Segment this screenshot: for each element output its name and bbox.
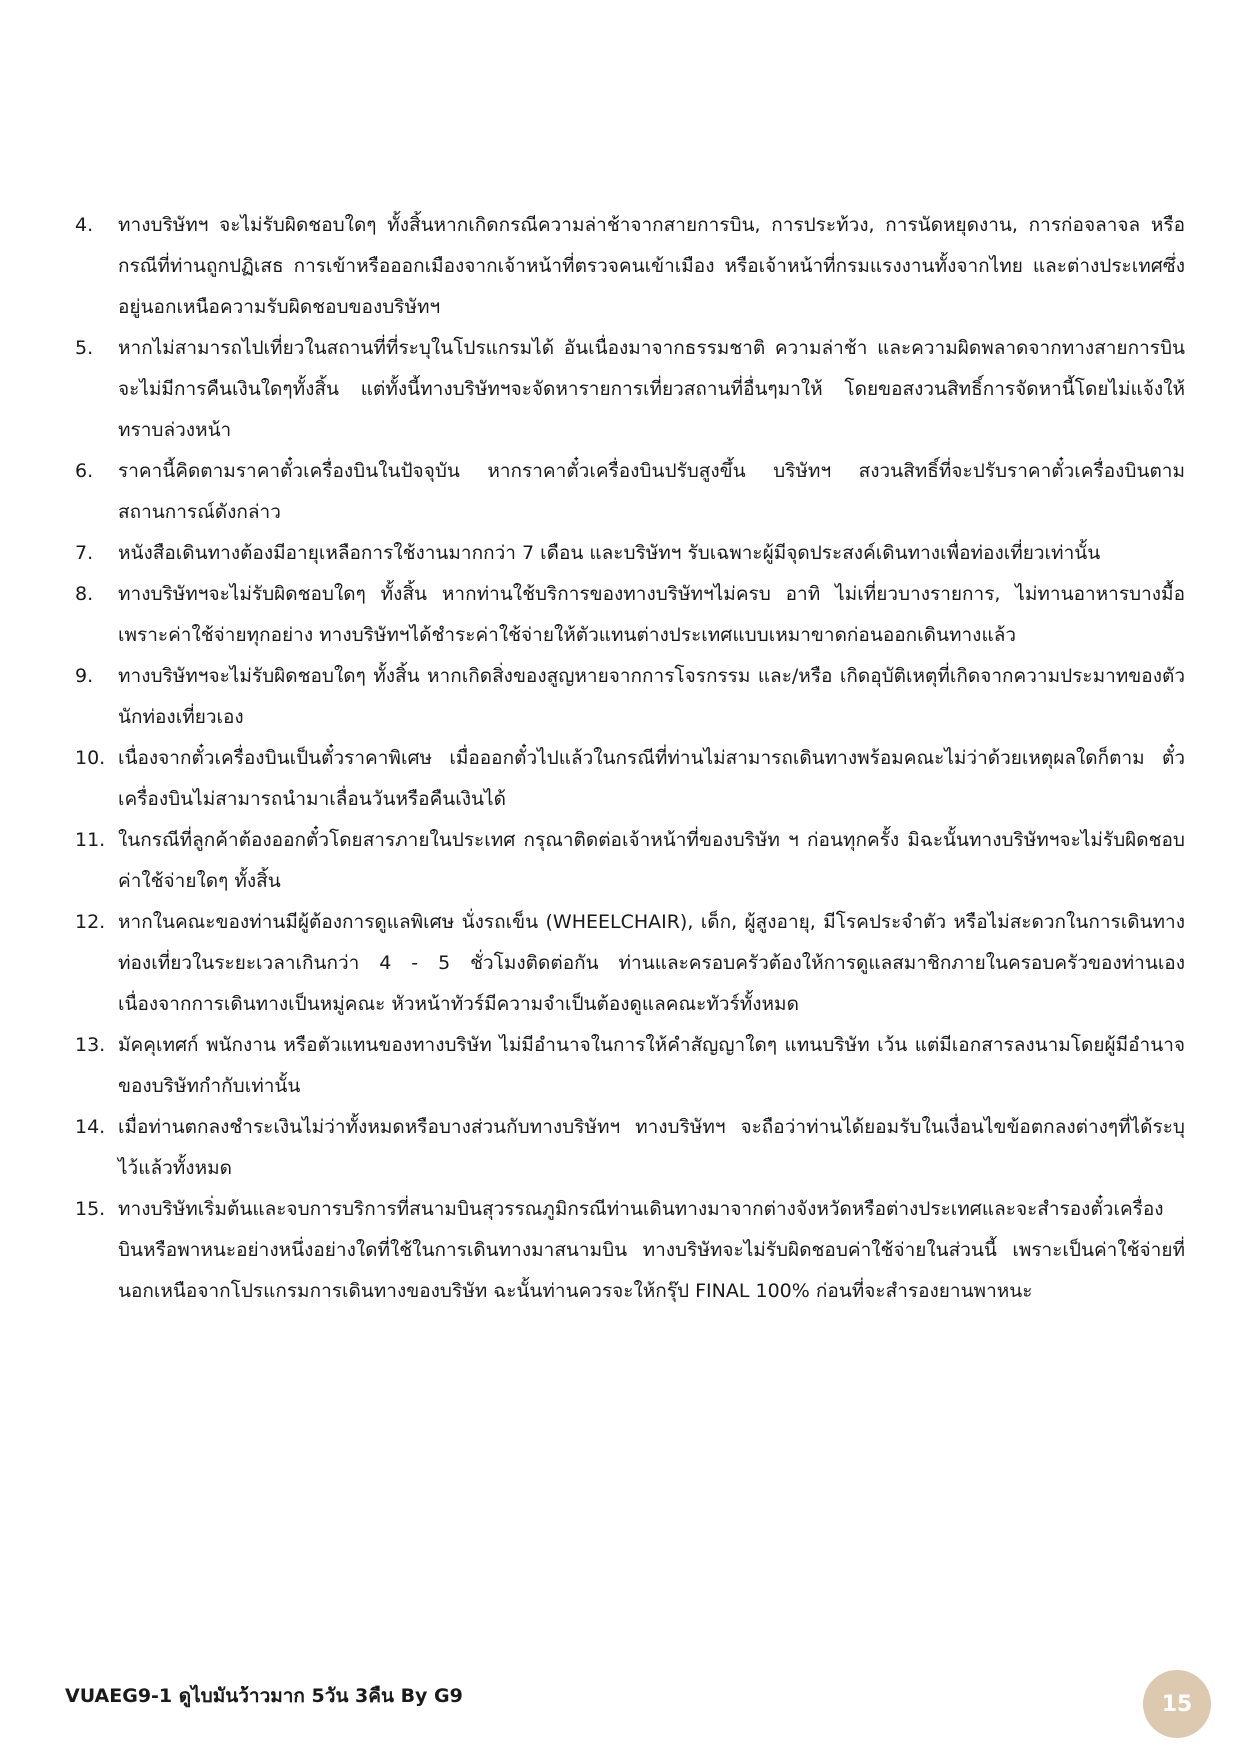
term-item-4	[75, 205, 1185, 328]
term-text: ทางบริษัทฯจะไม่รับผิดชอบใดๆ ทั้งสิ้น หากท่านใช้บริการของทางบริษัทฯไม่ครบ อาทิ ไม่เที่ยวบางรายการ, ไม่ทานอาหารบางมื้อ เพราะค่าใช้จ่ายทุกอย่าง ทางบริษัทฯได้ชำระค่าใช้จ่ายให้ตัวแทนต่างประเทศแบบเหมาขาดก่อนออกเดินทางแล้ว	[118, 583, 1185, 646]
term-number: 10.	[75, 747, 106, 769]
term-item-6	[75, 451, 1185, 533]
page-number-badge: 15	[1143, 1670, 1211, 1738]
term-item-10	[75, 738, 1185, 820]
term-number: 9.	[75, 665, 94, 687]
term-text: หนังสือเดินทางต้องมีอายุเหลือการใช้งานมากกว่า 7 เดือน และบริษัทฯ รับเฉพาะผู้มีจุดประสงค์เดินทางเพื่อท่องเที่ยวเท่านั้น	[118, 542, 1101, 564]
term-text: เนื่องจากตั๋วเครื่องบินเป็นตั๋วราคาพิเศษ เมื่อออกตั๋วไปแล้วในกรณีที่ท่านไม่สามารถเดินทางพร้อมคณะไม่ว่าด้วยเหตุผลใดก็ตาม ตั๋วเครื่องบินไม่สามารถนำมาเลื่อนวันหรือคืนเงินได้	[118, 747, 1185, 810]
term-item-12	[75, 902, 1185, 1025]
term-number: 11.	[75, 829, 106, 851]
term-item-15	[75, 1189, 1185, 1312]
term-item-5	[75, 328, 1185, 451]
term-text: ทางบริษัทฯจะไม่รับผิดชอบใดๆ ทั้งสิ้น หากเกิดสิ่งของสูญหายจากการโจรกรรม และ/หรือ เกิดอุบัติเหตุที่เกิดจากความประมาทของตัวนักท่องเที่ยวเอง	[118, 665, 1185, 728]
term-text: มัคคุเทศก์ พนักงาน หรือตัวแทนของทางบริษัท ไม่มีอำนาจในการให้คำสัญญาใดๆ แทนบริษัท เว้น แต่มีเอกสารลงนามโดยผู้มีอำนาจของบริษัทกำกับเท่านั้น	[118, 1034, 1185, 1097]
term-item-7	[75, 533, 1185, 574]
term-number: 8.	[75, 583, 94, 605]
term-number: 13.	[75, 1034, 106, 1056]
term-item-8	[75, 574, 1185, 656]
term-text: ทางบริษัทเริ่มต้นและจบการบริการที่สนามบินสุวรรณภูมิกรณีท่านเดินทางมาจากต่างจังหวัดหรือต่างประเทศและจะสำรองตั๋วเครื่องบินหรือพาหนะอย่างหนึ่งอย่างใดที่ใช้ในการเดินทางมาสนามบิน ทางบริษัทจะไม่รับผิดชอบค่าใช้จ่ายในส่วนนี้ เพราะเป็นค่าใช้จ่ายที่นอกเหนือจากโปรแกรมการเดินทางของบริษัท ฉะนั้นท่านควรจะให้กรุ๊ป FINAL 100% ก่อนที่จะสำรองยานพาหนะ	[118, 1198, 1185, 1302]
term-text: เมื่อท่านตกลงชำระเงินไม่ว่าทั้งหมดหรือบางส่วนกับทางบริษัทฯ ทางบริษัทฯ จะถือว่าท่านได้ยอมรับในเงื่อนไขข้อตกลงต่างๆที่ได้ระบุไว้แล้วทั้งหมด	[118, 1116, 1185, 1179]
terms-list	[75, 205, 1185, 1312]
term-number: 14.	[75, 1116, 106, 1138]
term-item-13	[75, 1025, 1185, 1107]
term-text: หากไม่สามารถไปเที่ยวในสถานที่ที่ระบุในโปรแกรมได้ อันเนื่องมาจากธรรมชาติ ความล่าช้า และความผิดพลาดจากทางสายการบิน จะไม่มีการคืนเงินใดๆทั้งสิ้น แต่ทั้งนี้ทางบริษัทฯจะจัดหารายการเที่ยวสถานที่อื่นๆมาให้ โดยขอสงวนสิทธิ์การจัดหานี้โดยไม่แจ้งให้ทราบล่วงหน้า	[118, 337, 1185, 441]
term-item-14	[75, 1107, 1185, 1189]
term-number: 6.	[75, 460, 94, 482]
footer-title: VUAEG9-1 ดูไบมันว้าวมาก 5วัน 3คืน By G9	[65, 1685, 463, 1707]
term-number: 15.	[75, 1198, 106, 1220]
term-number: 7.	[75, 542, 94, 564]
term-item-9	[75, 656, 1185, 738]
term-item-11	[75, 820, 1185, 902]
term-number: 12.	[75, 911, 106, 933]
term-number: 4.	[75, 214, 94, 236]
term-text: ทางบริษัทฯ จะไม่รับผิดชอบใดๆ ทั้งสิ้นหากเกิดกรณีความล่าช้าจากสายการบิน, การประท้วง, การนัดหยุดงาน, การก่อจลาจล หรือกรณีที่ท่านถูกปฏิเสธ การเข้าหรือออกเมืองจากเจ้าหน้าที่ตรวจคนเข้าเมือง หรือเจ้าหน้าที่กรมแรงงานทั้งจากไทย และต่างประเทศซึ่งอยู่นอกเหนือความรับผิดชอบของบริษัทฯ	[118, 214, 1185, 318]
term-text: ราคานี้คิดตามราคาตั๋วเครื่องบินในปัจจุบัน หากราคาตั๋วเครื่องบินปรับสูงขึ้น บริษัทฯ สงวนสิทธิ์ที่จะปรับราคาตั๋วเครื่องบินตามสถานการณ์ดังกล่าว	[118, 460, 1185, 523]
term-text: ในกรณีที่ลูกค้าต้องออกตั๋วโดยสารภายในประเทศ กรุณาติดต่อเจ้าหน้าที่ของบริษัท ฯ ก่อนทุกครั้ง มิฉะนั้นทางบริษัทฯจะไม่รับผิดชอบค่าใช้จ่ายใดๆ ทั้งสิ้น	[118, 829, 1185, 892]
term-text: หากในคณะของท่านมีผู้ต้องการดูแลพิเศษ นั่งรถเข็น (WHEELCHAIR), เด็ก, ผู้สูงอายุ, มีโรคประจำตัว หรือไม่สะดวกในการเดินทางท่องเที่ยวในระยะเวลาเกินกว่า 4 - 5 ชั่วโมงติดต่อกัน ท่านและครอบครัวต้องให้การดูแลสมาชิกภายในครอบครัวของท่านเอง เนื่องจากการเดินทางเป็นหมู่คณะ หัวหน้าทัวร์มีความจำเป็นต้องดูแลคณะทัวร์ทั้งหมด	[118, 911, 1185, 1015]
term-number: 5.	[75, 337, 94, 359]
